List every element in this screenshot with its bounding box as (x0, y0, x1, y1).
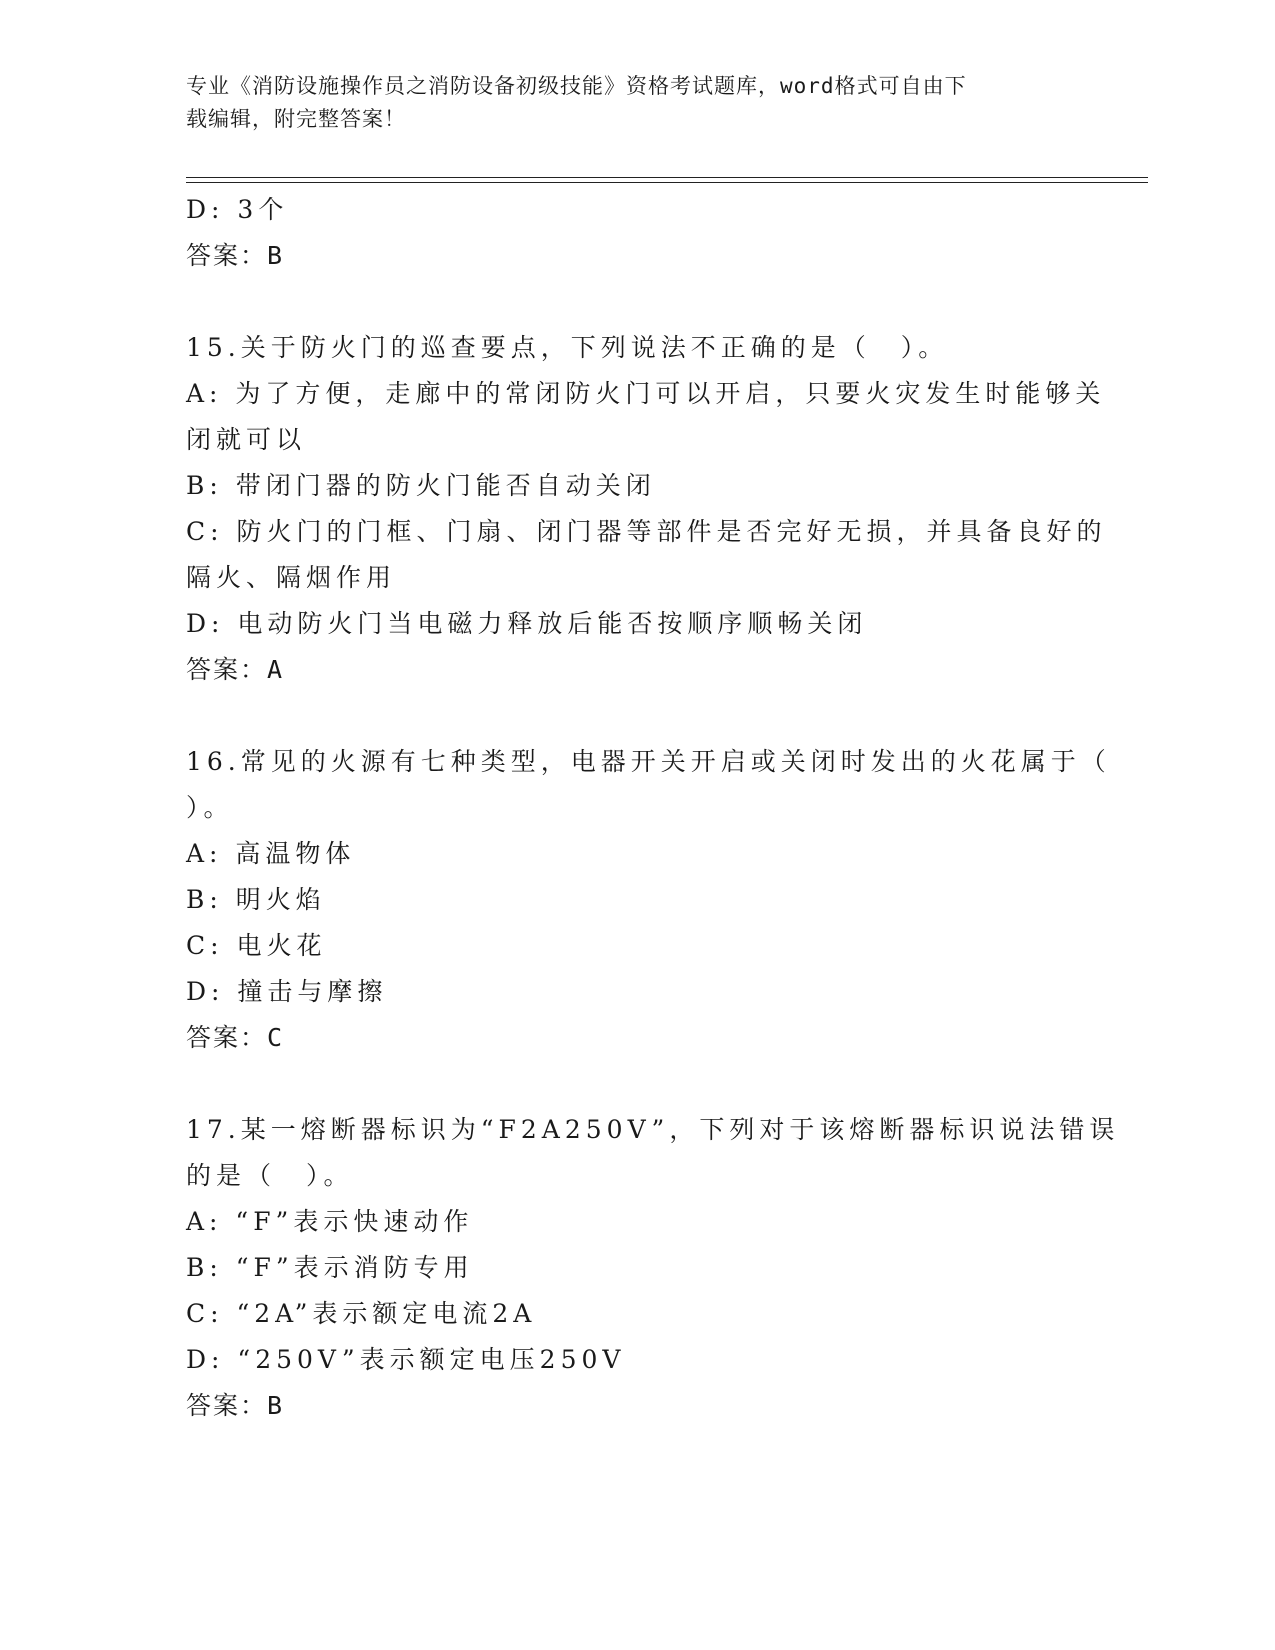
question-16 (186, 739, 1111, 1061)
option-a: A: 高温物体 (186, 839, 356, 868)
option-c-cont: 隔火、隔烟作用 (186, 563, 397, 592)
answer: 答案：C (186, 1023, 285, 1052)
document-header (186, 70, 1066, 136)
option-a: A: 为了方便，走廊中的常闭防火门可以开启，只要火灾发生时能够关 (186, 379, 1106, 408)
option-a: A: “F”表示快速动作 (186, 1207, 474, 1236)
option-d: D: 撞击与摩擦 (186, 977, 388, 1006)
question-list (186, 187, 1120, 1429)
spacer (186, 693, 1086, 739)
header-rule-bottom (186, 182, 1148, 183)
spacer (186, 1061, 1086, 1107)
answer: 答案：B (186, 1391, 285, 1420)
option-b: B: 明火焰 (186, 885, 326, 914)
header-rule-top (186, 177, 1148, 178)
option-a-cont: 闭就可以 (186, 425, 307, 454)
option-d: D: “250V”表示额定电压250V (186, 1345, 626, 1374)
question-stem-cont: ）。 (186, 793, 234, 822)
question-stem: 17.某一熔断器标识为“F2A250V”，下列对于该熔断器标识说法错误 (186, 1115, 1120, 1144)
question-15 (186, 325, 1107, 693)
question-stem: 15.关于防火门的巡查要点，下列说法不正确的是（ ）。 (186, 333, 949, 362)
prev-option-d: D: 3个 (186, 195, 289, 224)
option-b: B: 带闭门器的防火门能否自动关闭 (186, 471, 656, 500)
question-17 (186, 1107, 1120, 1429)
prev-answer: 答案：B (186, 241, 285, 270)
option-d: D: 电动防火门当电磁力释放后能否按顺序顺畅关闭 (186, 609, 868, 638)
header-line-2: 载编辑，附完整答案！ (186, 107, 406, 131)
option-c: C: “2A”表示额定电流2A (186, 1299, 537, 1328)
question-stem: 16.常见的火源有七种类型，电器开关开启或关闭时发出的火花属于（ (186, 747, 1111, 776)
answer: 答案：A (186, 655, 285, 684)
header-line-1: 专业《消防设施操作员之消防设备初级技能》资格考试题库，word格式可自由下 (186, 74, 967, 98)
option-b: B: “F”表示消防专用 (186, 1253, 474, 1282)
option-c: C: 电火花 (186, 931, 327, 960)
question-stem-cont: 的是（ ）。 (186, 1161, 354, 1190)
spacer (186, 279, 1086, 325)
option-c: C: 防火门的门框、门扇、闭门器等部件是否完好无损，并具备良好的 (186, 517, 1107, 546)
